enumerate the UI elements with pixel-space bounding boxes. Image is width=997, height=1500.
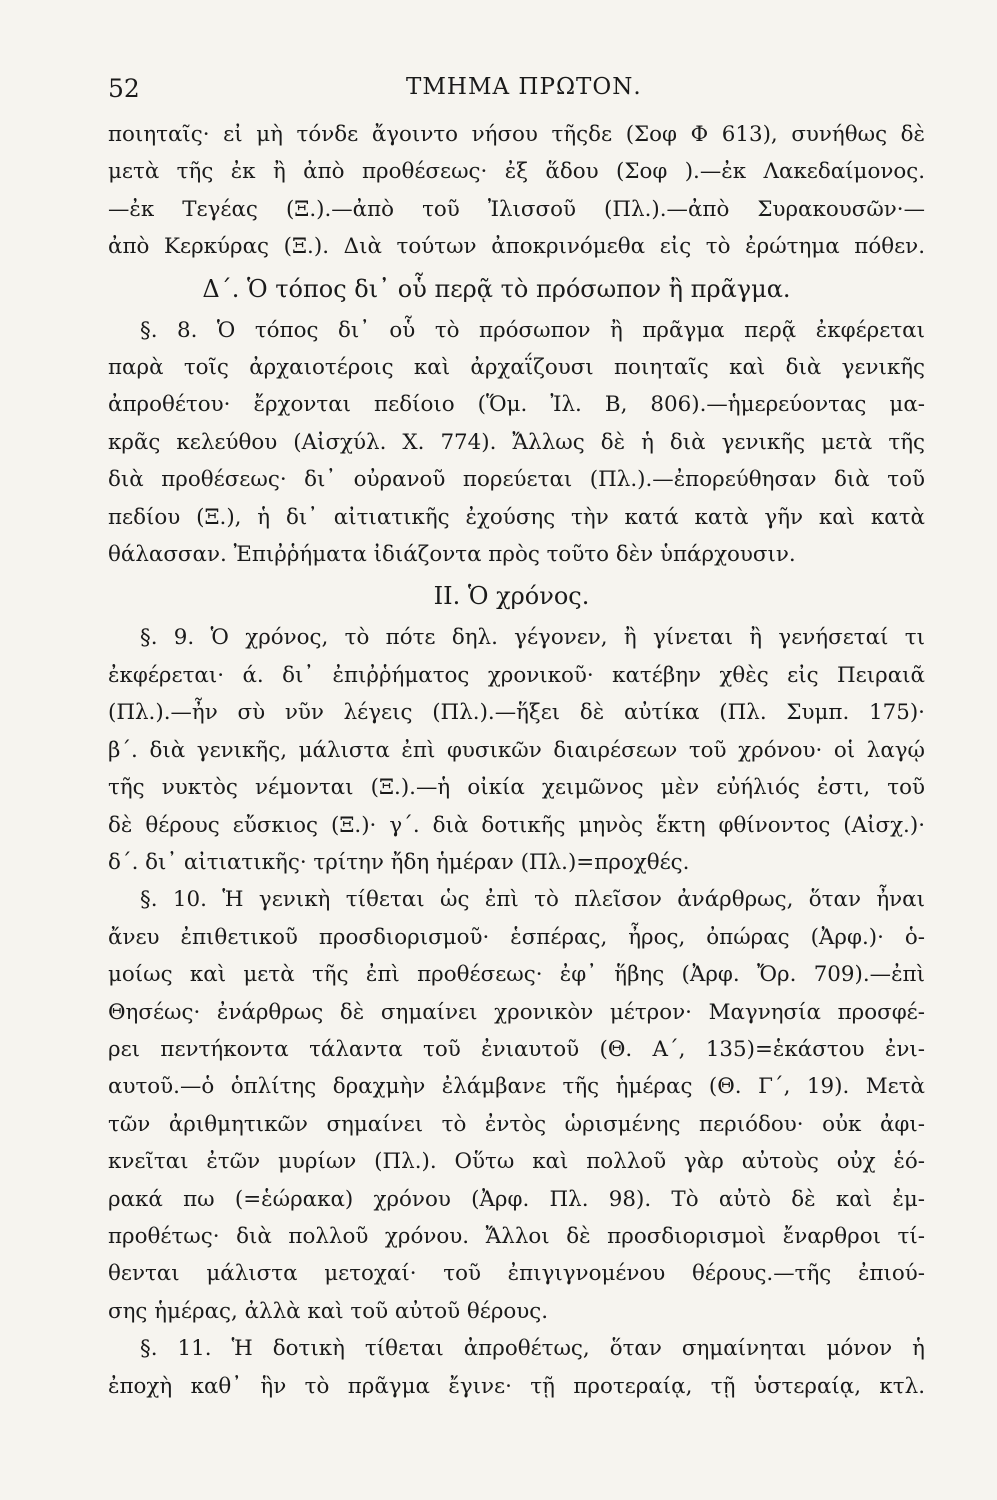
text-line: τῆς νυκτὸς νέμονται (Ξ.).—ἡ οἰκία χειμῶνος μὲν εὐήλιός ἐστι, τοῦ bbox=[108, 775, 925, 801]
running-head: ΤΜΗΜΑ ΠΡΩΤΟΝ. bbox=[406, 74, 642, 100]
text-line: θενται μάλιστα μετοχαί· τοῦ ἐπιγιγνομένου θέρους.—τῆς ἐπιού- bbox=[108, 1261, 925, 1287]
section-heading-delta: Δ΄. Ὁ τόπος δι᾿ οὗ περᾷ τὸ πρόσωπον ἢ πρᾶγμα. bbox=[202, 274, 791, 303]
text-line: δὲ θέρους εὔσκιος (Ξ.)· γ΄. διὰ δοτικῆς μηνὸς ἕκτη φθίνοντος (Αἰσχ.)· bbox=[108, 812, 925, 838]
text-line: κρᾶς κελεύθου (Αἰσχύλ. Χ. 774). Ἄλλως δὲ ἡ διὰ γενικῆς μετὰ τῆς bbox=[108, 429, 925, 455]
text-line: ἀπὸ Κερκύρας (Ξ.). Διὰ τούτων ἀποκρινόμεθα εἰς τὸ ἐρώτημα πόθεν. bbox=[108, 234, 925, 260]
paragraph-11-start: §. 11. Ἡ δοτικὴ τίθεται ἀπροθέτως, ὅταν σημαίνηται μόνον ἡ bbox=[140, 1336, 925, 1362]
text-line: β΄. διὰ γενικῆς, μάλιστα ἐπὶ φυσικῶν διαιρέσεων τοῦ χρόνου· οἱ λαγῴ bbox=[108, 737, 925, 763]
text-line: προθέτως· διὰ πολλοῦ χρόνου. Ἄλλοι δὲ προσδιορισμοὶ ἔναρθροι τί- bbox=[108, 1223, 925, 1249]
text-line: αυτοῦ.—ὁ ὁπλίτης δραχμὴν ἐλάμβανε τῆς ἡμέρας (Θ. Γ΄, 19). Μετὰ bbox=[108, 1074, 925, 1100]
text-line: ἐκφέρεται· ά. δι᾿ ἐπιῤῥήματος χρονικοῦ· κατέβην χθὲς εἰς Πειραιᾶ bbox=[108, 662, 925, 688]
paragraph-8-start: §. 8. Ὁ τόπος δι᾿ οὗ τὸ πρόσωπον ἢ πρᾶγμα περᾷ ἐκφέρεται bbox=[140, 317, 925, 343]
text-line: Θησέως· ἐνάρθρως δὲ σημαίνει χρονικὸν μέτρον· Μαγνησία προσφέ- bbox=[108, 999, 925, 1025]
text-line: θάλασσαν. Ἐπιῤῥήματα ἰδιάζοντα πρὸς τοῦτο δὲν ὑπάρχουσιν. bbox=[108, 542, 796, 568]
body-text bbox=[108, 116, 925, 1405]
section-heading-chronos: II. Ὁ χρόνος. bbox=[433, 582, 590, 611]
text-line: πεδίου (Ξ.), ἡ δι᾿ αἰτιατικῆς ἐχούσης τὴν κατά κατὰ γῆν καὶ κατὰ bbox=[108, 504, 925, 530]
text-line: ἄνευ ἐπιθετικοῦ προσδιορισμοῦ· ἑσπέρας, ἦρος, ὀπώρας (Ἀρφ.)· ὁ- bbox=[108, 924, 925, 950]
text-line: ρει πεντήκοντα τάλαντα τοῦ ἐνιαυτοῦ (Θ. Α΄, 135)=ἑκάστου ἐνι- bbox=[108, 1036, 925, 1062]
text-line: ποιηταῖς· εἰ μὴ τόνδε ἄγοιντο νήσου τῆςδε (Σοφ Φ 613), συνήθως δὲ bbox=[108, 122, 925, 147]
page-number: 52 bbox=[108, 74, 140, 103]
text-line: μοίως καὶ μετὰ τῆς ἐπὶ προθέσεως· ἐφ᾿ ἥβης (Ἀρφ. Ὄρ. 709).—ἐπὶ bbox=[108, 962, 925, 988]
text-line: ἐποχὴ καθ᾿ ἣν τὸ πρᾶγμα ἔγινε· τῇ προτεραίᾳ, τῇ ὑστεραίᾳ, κτλ. bbox=[108, 1373, 925, 1399]
text-line: τῶν ἀριθμητικῶν σημαίνει τὸ ἐντὸς ὡρισμένης περιόδου· οὐκ ἀφι- bbox=[108, 1111, 925, 1137]
text-line: (Πλ.).—ἦν σὺ νῦν λέγεις (Πλ.).—ἥξει δὲ αὐτίκα (Πλ. Συμπ. 175)· bbox=[108, 700, 925, 726]
paragraph-10-start: §. 10. Ἡ γενικὴ τίθεται ὡς ἐπὶ τὸ πλεῖσον ἀνάρθρως, ὅταν ἦναι bbox=[140, 887, 925, 913]
page-header bbox=[108, 60, 925, 112]
paragraph-9-start: §. 9. Ὁ χρόνος, τὸ πότε δηλ. γέγονεν, ἢ γίνεται ἢ γενήσεταί τι bbox=[140, 625, 925, 651]
text-line: ρακά πω (=ἑώρακα) χρόνου (Ἀρφ. Πλ. 98). Τὸ αὐτὸ δὲ καὶ ἐμ- bbox=[108, 1186, 925, 1212]
text-line: μετὰ τῆς ἐκ ἢ ἀπὸ προθέσεως· ἐξ ἅδου (Σοφ ).—ἐκ Λακεδαίμονος. bbox=[108, 159, 925, 185]
text-line: διὰ προθέσεως· δι᾿ οὐρανοῦ πορεύεται (Πλ.).—ἐπορεύθησαν διὰ τοῦ bbox=[108, 467, 925, 493]
text-line: σης ἡμέρας, ἀλλὰ καὶ τοῦ αὐτοῦ θέρους. bbox=[108, 1298, 549, 1324]
text-line: δ΄. δι᾿ αἰτιατικῆς· τρίτην ἤδη ἡμέραν (Πλ.)=προχθές. bbox=[108, 849, 690, 875]
text-line: παρὰ τοῖς ἀρχαιοτέροις καὶ ἀρχαΐζουσι ποιηταῖς καὶ διὰ γενικῆς bbox=[108, 355, 925, 381]
text-line: κνεῖται ἐτῶν μυρίων (Πλ.). Οὕτω καὶ πολλοῦ γὰρ αὐτοὺς οὐχ ἑό- bbox=[108, 1149, 925, 1175]
text-line: ἀπροθέτου· ἔρχονται πεδίοιο (Ὅμ. Ἰλ. Β, 806).—ἡμερεύοντας μα- bbox=[108, 392, 925, 418]
text-line: —ἐκ Τεγέας (Ξ.).—ἀπὸ τοῦ Ἰλισσοῦ (Πλ.).—ἀπὸ Συρακουσῶν·— bbox=[108, 196, 925, 222]
